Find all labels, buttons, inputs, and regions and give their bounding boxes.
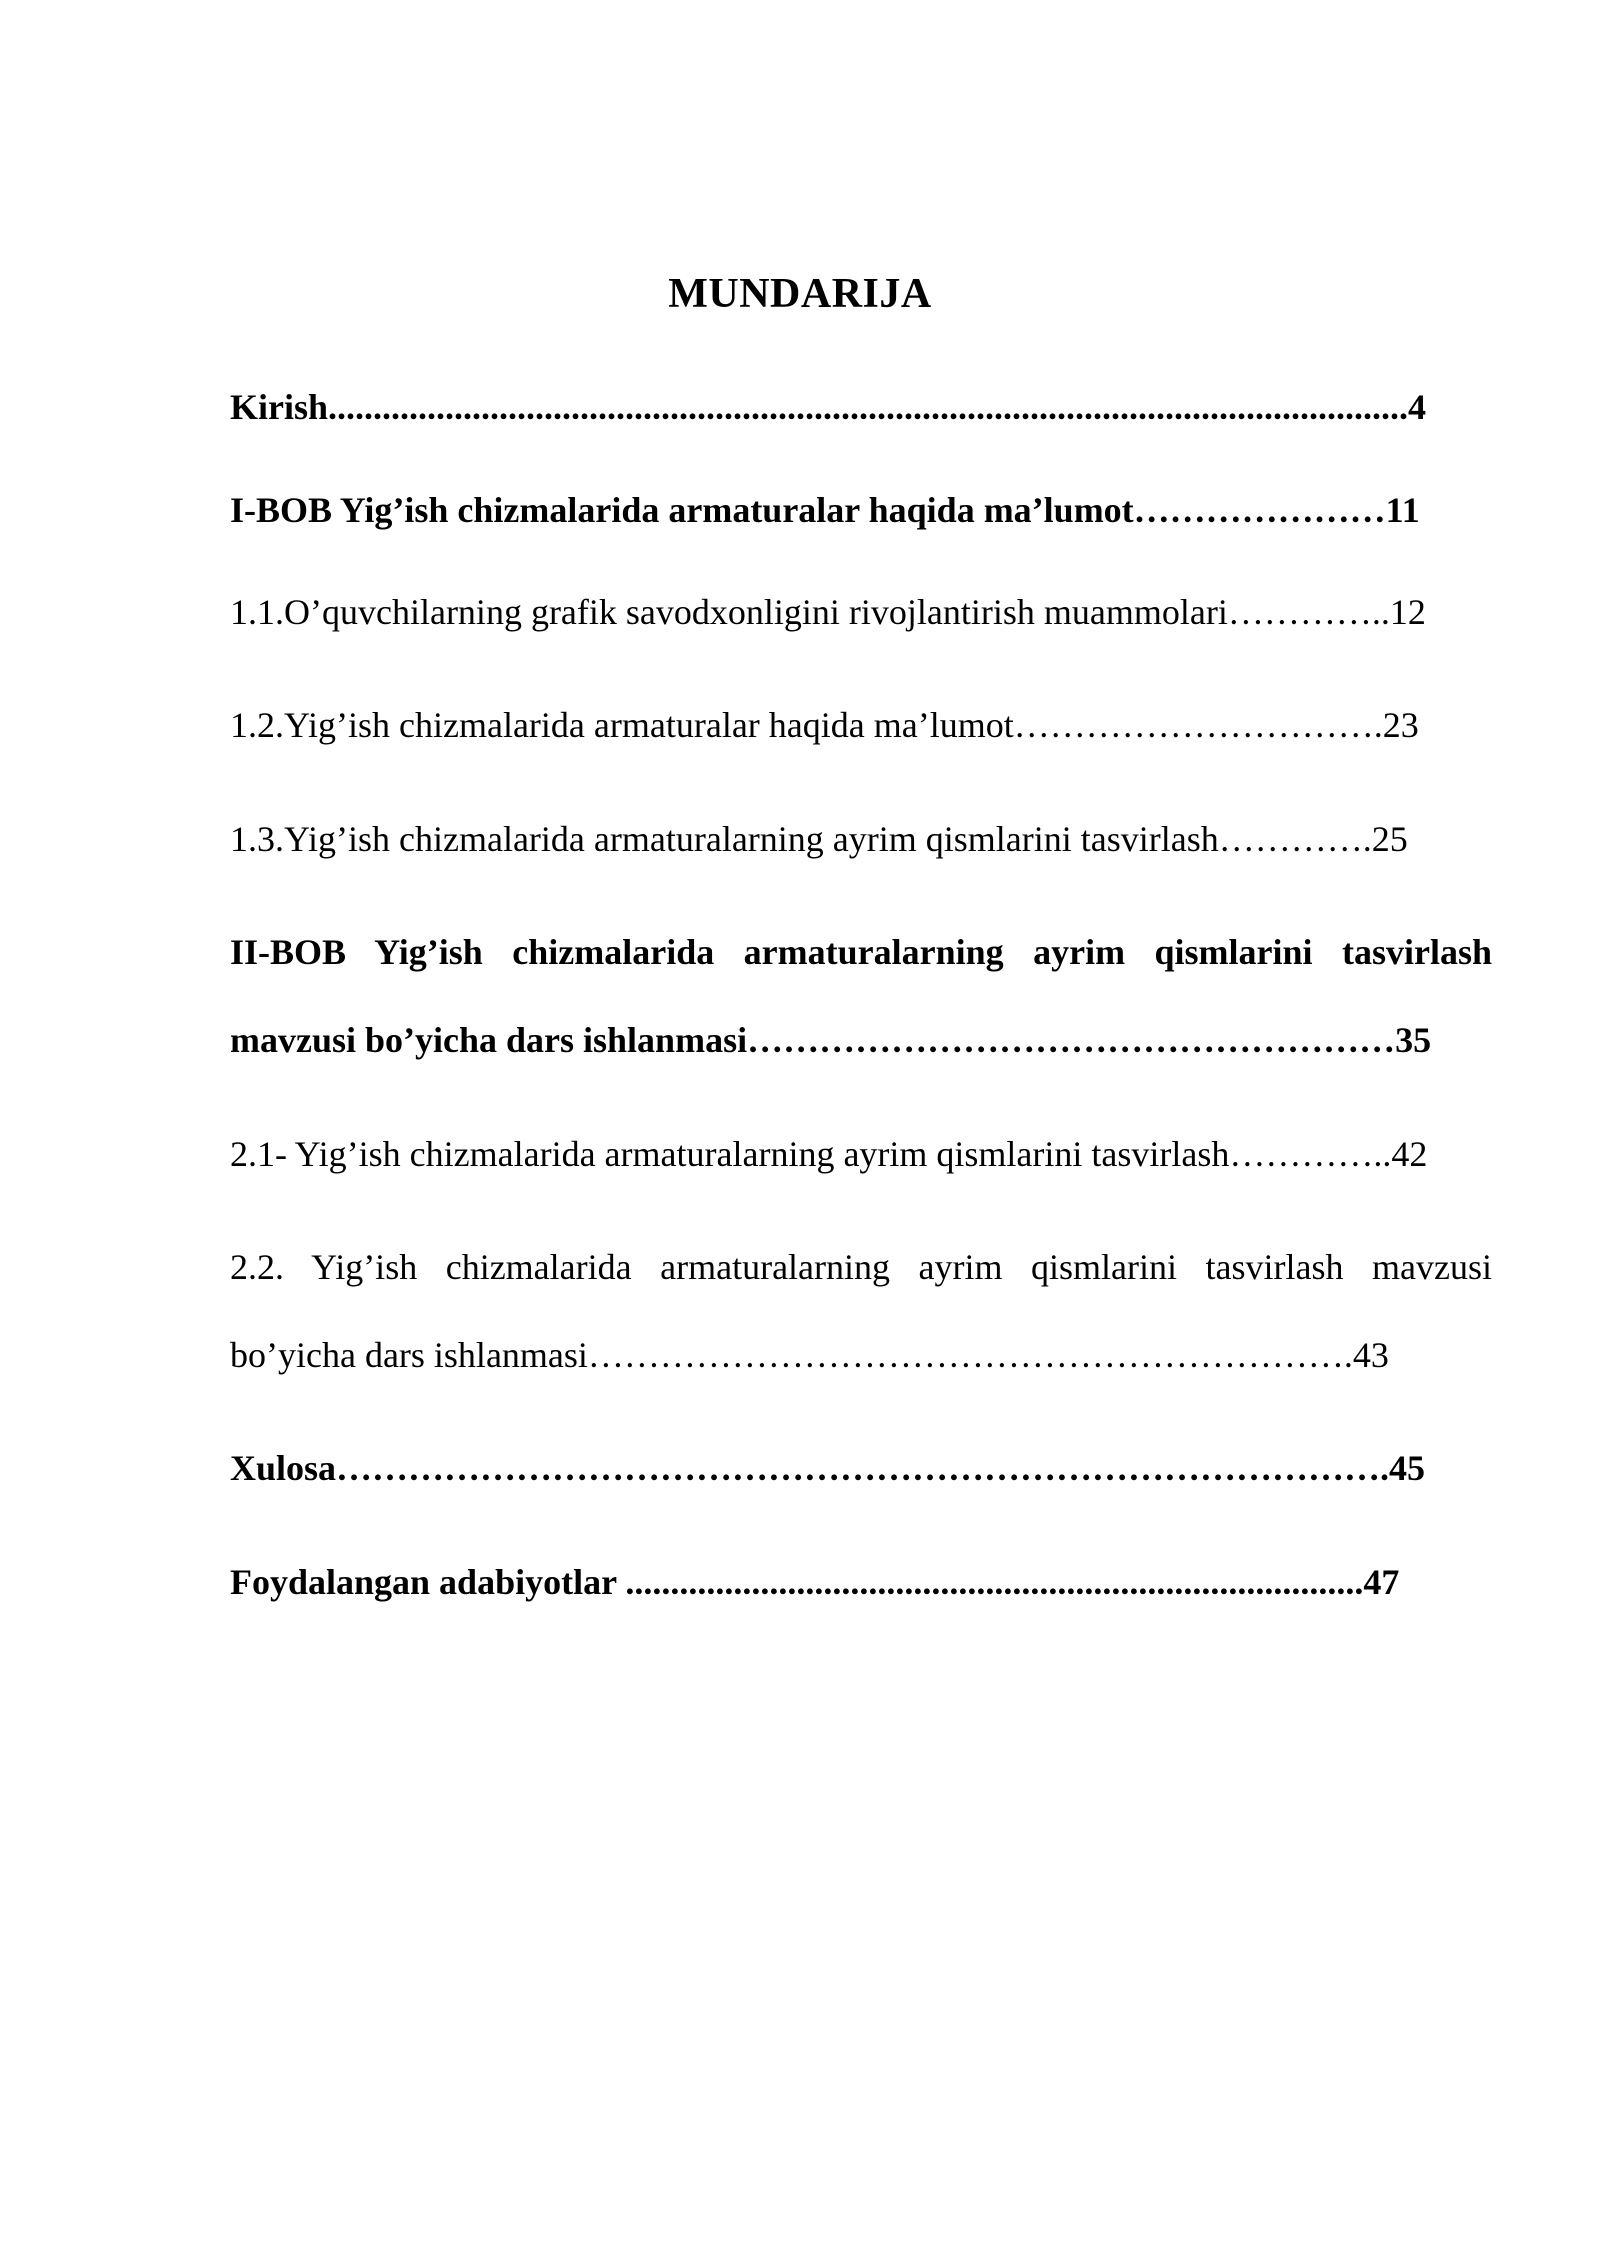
toc-entry-chapter-2-line-1: II-BOB Yig’ish chizmalarida armaturalarning ayrim qismlarini tasvirlash <box>230 932 1492 972</box>
toc-entry-chapter-2-line-2: mavzusi bo’yicha dars ishlanmasi………………………………………………35 <box>230 1020 1432 1060</box>
page-title: MUNDARIJA <box>668 271 932 317</box>
toc-entry-kirish: Kirish........................................................................................................................4 <box>230 387 1427 427</box>
toc-entry-section-1-3: 1.3.Yig’ish chizmalarida armaturalarning ayrim qismlarini tasvirlash………….25 <box>230 819 1408 859</box>
toc-entry-adabiyotlar: Foydalangan adabiyotlar ..................................................................................47 <box>230 1562 1400 1602</box>
toc-entry-xulosa: Xulosa…………………………………………………………………………….45 <box>230 1448 1426 1488</box>
toc-entry-chapter-1: I-BOB Yig’ish chizmalarida armaturalar haqida ma’lumot…………………11 <box>230 490 1420 530</box>
toc-entry-section-2-2-line-2: bo’yicha dars ishlanmasi……………………………………………………….43 <box>230 1335 1389 1375</box>
toc-entry-section-2-1: 2.1- Yig’ish chizmalarida armaturalarning ayrim qismlarini tasvirlash…………..42 <box>230 1134 1428 1174</box>
toc-entry-section-1-1: 1.1.O’quvchilarning grafik savodxonligini rivojlantirish muammolari…………..12 <box>230 592 1426 632</box>
toc-entry-section-1-2: 1.2.Yig’ish chizmalarida armaturalar haqida ma’lumot………………………….23 <box>230 705 1419 745</box>
toc-entry-section-2-2-line-1: 2.2. Yig’ish chizmalarida armaturalarning ayrim qismlarini tasvirlash mavzusi <box>230 1247 1492 1287</box>
